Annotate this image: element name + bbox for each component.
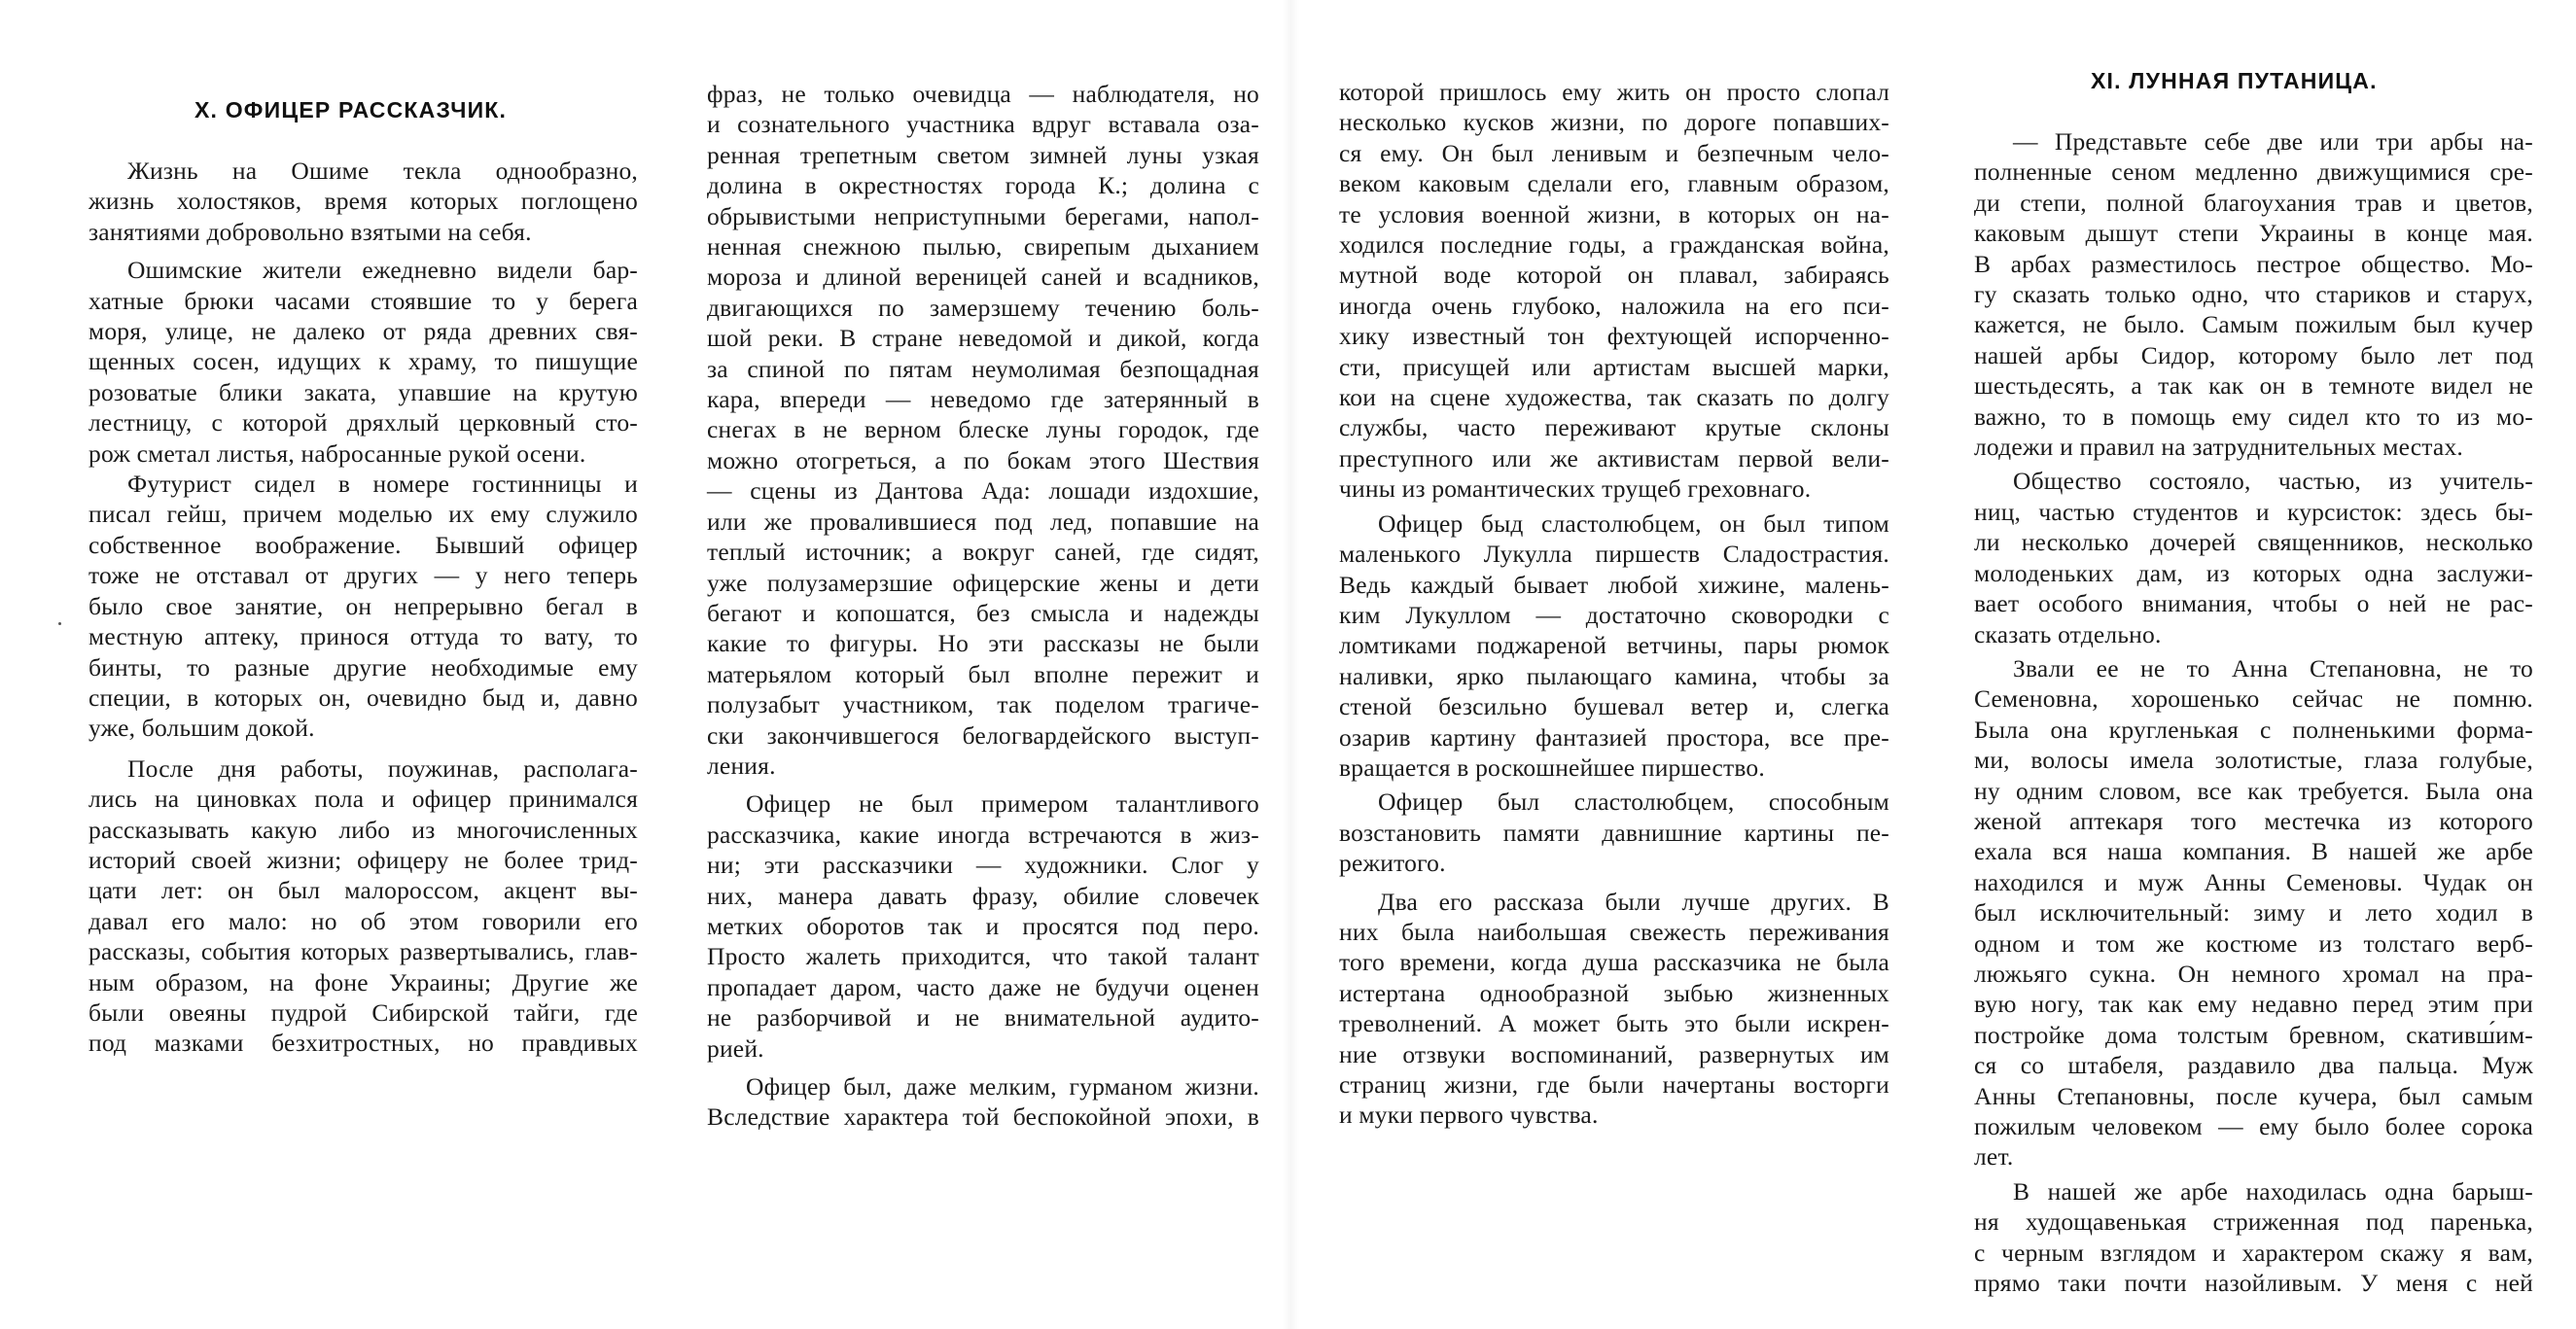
text-line: Футурист сидел в номере гостинницы и	[127, 470, 638, 499]
text-line: ди степи, полной благоухания трав и цветов,	[1974, 188, 2533, 217]
text-line: иногда очень глубоко, наложила на его пси-	[1339, 291, 1889, 320]
text-line: теплый источник; а вокруг саней, где сидят,	[707, 538, 1259, 567]
text-line: были овеяны пудрой Сибирской тайги, где	[88, 997, 638, 1027]
text-line: Семеновна, хорошенько сейчас не помню.	[1974, 684, 2533, 714]
text-line: пропадает даром, часто даже не будучи оценен	[707, 972, 1259, 1001]
text-line: уже полузамерзшие офицерские жены и дети	[707, 568, 1259, 597]
text-line: рассказчика, какие иногда встречаются в жиз-	[707, 820, 1259, 849]
text-line: — Представьте себе две или три арбы на-	[2013, 127, 2533, 156]
text-line: Была она кругленькая с полненькими форма-	[1974, 715, 2533, 744]
text-line: В арбах разместилось пестрое общество. Мо-	[1974, 249, 2533, 278]
right-page	[1293, 0, 2576, 1329]
text-line: возстановить памяти давнишние картины пе-	[1339, 818, 1889, 847]
text-line: ким Лукуллом — достаточно сковородки с	[1339, 600, 1889, 629]
text-line: и муки первого чувства.	[1339, 1101, 1599, 1130]
text-line: кои на сцене художества, так сказать по долгу	[1339, 383, 1889, 412]
text-line: Офицер был сластолюбцем, способным	[1378, 787, 1889, 817]
text-line: вую ногу, так как ему недавно перед этим при	[1974, 990, 2533, 1019]
text-line: лестницу, с которой дряхлый церковный сто-	[88, 408, 638, 437]
text-line: метких оборотов так и просятся под перо.	[707, 911, 1259, 940]
text-line: них, манера давать фразу, обилие словечек	[707, 881, 1259, 910]
text-line: специи, в которых он, очевидно быд и, давно	[88, 682, 638, 712]
column-2	[707, 79, 1259, 1133]
text-line: под мазками безхитростных, но правдивых	[88, 1029, 638, 1058]
margin-speck	[58, 622, 61, 625]
text-line: ехала вся наша компания. В нашей же арбе	[1974, 837, 2533, 866]
text-line: лись на циновках пола и офицер принимался	[88, 785, 638, 814]
text-line: мороза и длиной вереницей саней и всадников,	[707, 262, 1259, 292]
text-line: те условия военной жизни, в которых он на-	[1339, 199, 1889, 228]
text-line: розоватые блики заката, упавшие на крутую	[88, 377, 638, 406]
text-line: собственное воображение. Бывший офицер	[88, 530, 638, 559]
text-line: шой реки. В стране неведомой и дикой, когда	[707, 324, 1259, 353]
text-line: молоденьких дам, из которых одна заслужи-	[1974, 558, 2533, 587]
text-line: мутной воде которой он плавал, забираясь	[1339, 261, 1889, 290]
text-line: вращается в роскошнейшее пиршество.	[1339, 752, 1765, 782]
text-line: ня худощавенькая стриженная под паренька,	[1974, 1207, 2533, 1237]
text-line: После дня работы, поужинав, располага-	[127, 753, 638, 783]
text-line: хатные брюки часами стоявшие то у берега	[88, 286, 638, 315]
text-line: ненная снежною пылью, свирепым дыханием	[707, 232, 1259, 262]
text-line: цати лет: он был малороссом, акцент вы-	[88, 876, 638, 905]
text-line: ни; эти рассказчики — художники. Слог у	[707, 851, 1259, 880]
text-line: нашей арбы Сидор, которому было лет под	[1974, 340, 2533, 369]
text-line: щенных сосен, идущих к храму, то пишущие	[88, 347, 638, 376]
text-line: Анны Степановны, после кучера, был самым	[1974, 1081, 2533, 1110]
text-line: историй своей жизни; офицеру не более трид-	[88, 845, 638, 874]
text-line: одном и том же костюме из толстаго верб-	[1974, 928, 2533, 958]
text-line: рассказывать какую либо из многочисленных	[88, 815, 638, 844]
text-line: не разборчивой и не внимательной аудито-	[707, 1003, 1259, 1032]
text-line: несколько кусков жизни, по дороге попавших-	[1339, 108, 1889, 137]
text-line: Офицер быд сластолюбцем, он был типом	[1378, 508, 1889, 538]
text-line: за спиной по пятам неумолимая безпощадная	[707, 354, 1259, 383]
text-line: ние отзвуки воспоминаний, развернутых им	[1339, 1039, 1889, 1068]
text-line: каковым дышут степи Украины в конце мая.	[1974, 219, 2533, 248]
text-line: которой пришлось ему жить он просто слопал	[1339, 78, 1889, 106]
text-line: ным образом, на фоне Украины; Другие же	[88, 967, 638, 997]
text-line: Звали ее не то Анна Степановна, не то	[2013, 653, 2533, 682]
text-line: — сцены из Дантова Ада: лошади издохшие,	[707, 476, 1259, 506]
text-line: кара, впереди — неведомо где затерянный в	[707, 385, 1259, 414]
text-line: ходился последние годы, а гражданская война,	[1339, 230, 1889, 260]
text-line: находился и муж Анны Семеновы. Чудак он	[1974, 867, 2533, 896]
text-line: гу сказать только одно, что стариков и старух,	[1974, 280, 2533, 309]
text-line: занятиями добровольно взятыми на себя.	[88, 217, 532, 246]
text-line: Два его рассказа были лучше других. В	[1378, 887, 1889, 916]
text-line: Жизнь на Ошиме текла однообразно,	[127, 157, 638, 185]
text-line: Вследствие характера той беспокойной эпохи, в	[707, 1102, 1259, 1132]
text-line: маленького Лукулла пиршеств Сладострастия.	[1339, 540, 1889, 569]
text-line: ниц, частью студентов и курсисток: здесь бы-	[1974, 497, 2533, 526]
text-line: лодежи и правил на затруднительных местах.	[1974, 433, 2463, 462]
text-line: рией.	[707, 1033, 764, 1063]
text-line: лет.	[1974, 1142, 2014, 1172]
text-line: матерьялом который был вполне пережит и	[707, 659, 1259, 688]
text-line: ну одним словом, все как требуется. Была она	[1974, 776, 2533, 805]
text-line: бегают и копошатся, без смысла и надежды	[707, 598, 1259, 627]
text-line: фраз, не только очевидца — наблюдателя, но	[707, 80, 1259, 108]
chapter-x-title: X. ОФИЦЕР РАССКАЗЧИК.	[194, 97, 508, 122]
text-line: ся со штабеля, раздавило два пальца. Муж	[1974, 1051, 2533, 1080]
text-line: рож сметал листья, набросанные рукой осени.	[88, 438, 586, 468]
text-line: ми, волосы имела золотистые, глаза голубые,	[1974, 746, 2533, 775]
text-line: наливки, ярко пылающаго камина, чтобы за	[1339, 661, 1889, 690]
text-line: преступного или же активистам первой вели-	[1339, 443, 1889, 472]
text-line: ломтиками поджареной ветчины, пары рюмок	[1339, 631, 1889, 660]
text-line: писал гейш, причем моделью их ему служило	[88, 500, 638, 529]
text-line: них была наибольшая свежесть переживания	[1339, 917, 1889, 946]
text-line: полненные сеном медленно движущимися сре-	[1974, 157, 2533, 187]
text-line: режитого.	[1339, 849, 1446, 878]
text-line: сти, присущей или артистам высшей марки,	[1339, 352, 1889, 381]
text-line: полузабыт участником, так поделом трагиче-	[707, 690, 1259, 719]
left-page	[0, 0, 1284, 1329]
text-line: того времени, когда душа рассказчика не была	[1339, 948, 1889, 977]
text-line: озарив картину фантазией простора, все пре-	[1339, 722, 1889, 752]
text-line: чины из романтических трущеб греховнаго.	[1339, 474, 1812, 504]
text-line: Ведь каждый бывает любой хижине, малень-	[1339, 570, 1889, 599]
text-line: вает особого внимания, чтобы о ней не рас-	[1974, 589, 2533, 618]
text-line: или же провалившиеся под лед, попавшие на	[707, 507, 1259, 536]
text-line: с черным взглядом и характером скажу я вам,	[1974, 1238, 2533, 1267]
text-line: ренная трепетным светом зимней луны узкая	[707, 140, 1259, 169]
text-line: Офицер не был примером талантливого	[746, 789, 1259, 819]
text-line: бинты, то разные другие необходимые ему	[88, 652, 638, 682]
text-line: жизнь холостяков, время которых поглощено	[88, 187, 638, 216]
text-line: моря, улице, не далеко от ряда древних свя-	[88, 317, 638, 346]
text-line: Ошимские жители ежедневно видели бар-	[127, 256, 638, 285]
text-line: уже, большим докой.	[88, 714, 315, 743]
text-line: стеной безсильно бушевал ветер и, слегка	[1339, 692, 1889, 721]
text-line: можно отогреться, а по бокам этого Шествия	[707, 445, 1259, 474]
text-line: было свое занятие, он непрерывно бегал в	[88, 591, 638, 620]
text-line: снегах в не верном блеске луны городок, где	[707, 415, 1259, 444]
column-4	[1974, 126, 2533, 1298]
text-line: треволнений. А может быть это были искрен-	[1339, 1009, 1889, 1038]
column-3	[1339, 77, 1889, 1131]
chapter-xi-title: XI. ЛУННАЯ ПУТАНИЦА.	[2091, 68, 2378, 93]
text-line: какие то фигуры. Но эти рассказы не были	[707, 629, 1259, 658]
text-line: кажется, не было. Самым пожилым был кучер	[1974, 310, 2533, 339]
text-line: долина в окрестностях города К.; долина с	[707, 171, 1259, 200]
text-line: ся ему. Он был ленивым и безпечным чело-	[1339, 138, 1889, 167]
text-line: люжьяго сукна. Он немного хромал на пра-	[1974, 959, 2533, 988]
text-line: страниц жизни, где были начертаны восторги	[1339, 1070, 1889, 1099]
text-line: обрывистыми неприступными берегами, напол-	[707, 201, 1259, 230]
text-line: шестьдесять, а так как он в темноте видел не	[1974, 371, 2533, 401]
text-line: хику известный тон фехтующей испорченно-	[1339, 322, 1889, 351]
text-line: пожилым человеком — ему было более сорока	[1974, 1112, 2533, 1140]
column-1	[88, 156, 638, 1059]
text-line: Просто жалеть приходится, что такой талант	[707, 942, 1259, 971]
text-line: важно, то в помощь ему сидел кто то из мо-	[1974, 402, 2533, 431]
text-line: Общество состояло, частью, из учитель-	[2013, 467, 2533, 496]
text-line: В нашей же арбе находилась одна барыш-	[2013, 1176, 2533, 1206]
text-line: тоже не отставал от других — у него теперь	[88, 561, 638, 590]
text-line: был исключительный: зиму и лето ходил в	[1974, 898, 2533, 927]
text-line: местную аптеку, принося оттуда то вату, то	[88, 622, 638, 651]
text-line: сказать отдельно.	[1974, 619, 2162, 648]
text-line: истертана однообразной зыбью жизненных	[1339, 978, 1889, 1007]
text-line: ски закончившегося белогвардейского выступ-	[707, 720, 1259, 750]
text-line: ли несколько дочерей священников, несколько	[1974, 528, 2533, 557]
text-line: женой аптекаря того местечка из которого	[1974, 806, 2533, 835]
text-line: службы, часто переживают крутые склоны	[1339, 413, 1889, 442]
text-line: рассказы, события которых развертывались, глав-	[88, 937, 638, 966]
text-line: Офицер был, даже мелким, гурманом жизни.	[746, 1072, 1259, 1101]
text-line: прямо таки почти назойливым. У меня с ней	[1974, 1269, 2533, 1298]
text-line: ления.	[707, 751, 776, 780]
text-line: двигающихся по замерзшему течению боль-	[707, 293, 1259, 322]
text-line: и сознательного участника вдруг вставала оза-	[707, 110, 1259, 139]
text-line: постройке дома толстым бревном, скативш́им-	[1974, 1020, 2533, 1049]
text-line: давал его мало: но об этом говорили его	[88, 906, 638, 935]
text-line: веком каковым сделали его, главным образом,	[1339, 169, 1889, 198]
